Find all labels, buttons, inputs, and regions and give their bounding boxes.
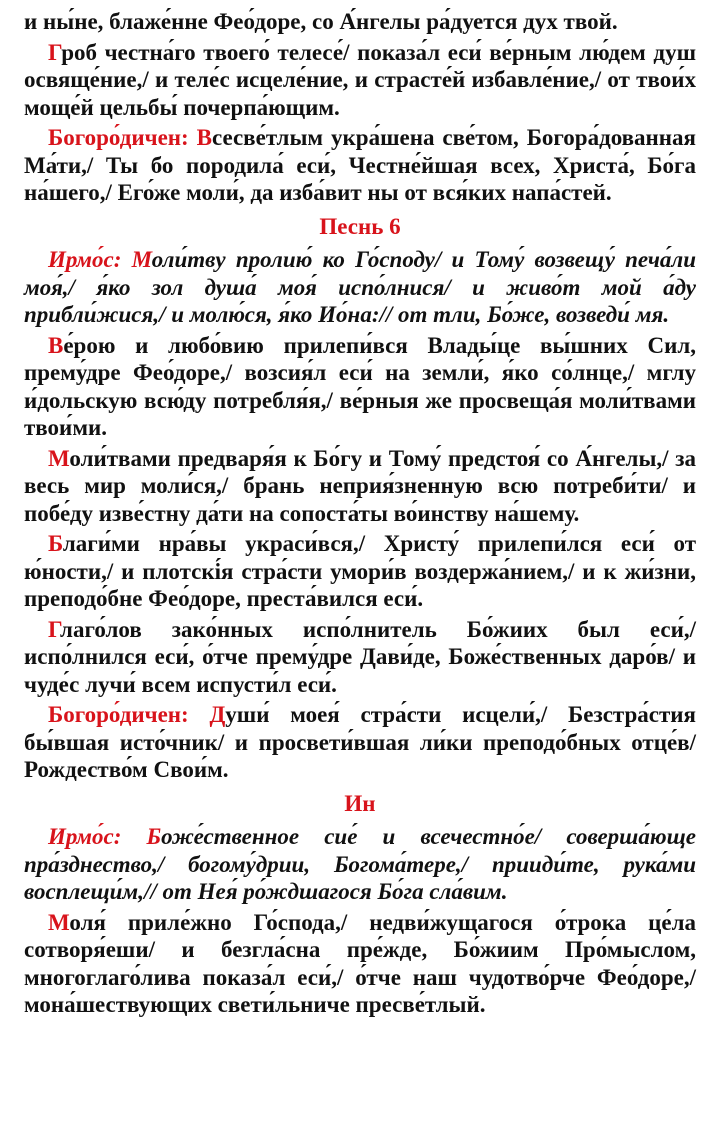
paragraph-body: сесве́тлым укра́шена све́том, Богора́дованная Ма́ти,/ Ты бо породила́ еси́, Честне́йшая всех, Христа́, Бо́га на́шего,/ Его́же моли́, да изба́вит ны от вся́ких напа́стей. — [24, 125, 696, 205]
troparion-paragraph — [24, 332, 696, 442]
paragraph-body: лаго́лов зако́нных испо́лнитель Бо́жиих был еси́,/ испо́лнился еси́, о́тче прему́дре Дави́де, Боже́ственных даро́в/ и чуде́с лучи́ всем испусти́л еси́. — [24, 616, 696, 697]
paragraph-body: е́рою и любо́вию прилепи́вся Влады́це вы́шних Сил, прему́дре Фео́доре,/ возсия́л еси́ на земли́, я́ко со́лнце,/ мглу и́дольскую всю́ду потребля́я,/ ве́рныя же просвеща́я моли́твами твои́ми. — [24, 332, 696, 440]
paragraph-body: лаги́ми нра́вы украси́вся,/ Христу́ прилепи́лся еси́ от ю́ности,/ и плотскі́я стра́сти умори́в воздержа́нием,/ и к жи́зни, преподо́бне Фео́доре, преста́вился еси́. — [24, 531, 696, 611]
paragraph-body: оли́тву пролию́ ко Го́споду/ и Тому́ возвещу́ печа́ли моя́,/ я́ко зол душа́ моя́ испо́лнися/ и живо́т мой а́ду прибли́жися,/ и молю́ся, я́ко Ио́на:// от тли, Бо́же, возведи́ мя. — [24, 247, 696, 327]
paragraph-body: оля́ приле́жно Го́спода,/ недви́жущагося о́трока це́ла сотворя́еши/ и безгла́сна пре́жде, Бо́жиим Про́мыслом, многоглаго́лива показа́л еси́,/ о́тче наш чудотво́рче Фео́доре,/ мона́шествующих свети́льниче пресве́тлый. — [24, 909, 696, 1017]
drop-initial: Б — [48, 531, 63, 556]
troparion-paragraph — [24, 445, 696, 528]
paragraph-body: оже́ственное сие́ и всечестно́е/ соверша́юще пра́зднество,/ богому́дрии, Богома́тере,/ прииди́те, рука́ми восплещи́м,// от Нея́ ро́ждшагося Бо́га сла́вим. — [24, 824, 696, 904]
section-heading-in: Ин — [344, 790, 376, 816]
irmos-label: Ирмо́с: Б — [48, 824, 162, 849]
theotokion-paragraph — [24, 124, 696, 207]
service-text-page — [24, 8, 696, 1022]
troparion-paragraph — [24, 616, 696, 699]
paragraph-body: оли́твами предваря́я к Бо́гу и Тому́ предстоя́ со А́нгелы,/ за весь мир моли́ся,/ брань неприя́зненную всю потреби́ти/ и побе́ду изве́стну да́ти на сопоста́ты во́инству на́шему. — [24, 445, 696, 526]
troparion-paragraph — [24, 39, 696, 122]
troparion-paragraph — [24, 530, 696, 613]
paragraph-body: роб честна́го твоего́ телесе́/ показа́л еси́ ве́рным лю́дем душ освяще́ние,/ и теле́с исцеле́ние, и страсте́й избавле́ние,/ от твои́х моще́й цельбы́ почерпа́ющим. — [24, 39, 696, 120]
troparion-paragraph — [24, 909, 696, 1019]
section-heading-ode-6: Песнь 6 — [319, 213, 401, 239]
irmos-label: Ирмо́с: М — [48, 247, 152, 272]
paragraph-body: и ны́не, блаже́нне Фео́доре, со А́нгелы ра́дуется дух твой. — [24, 9, 618, 34]
drop-initial: М — [48, 909, 70, 935]
paragraph-body: уши́ моея́ стра́сти исцели́,/ Безстра́стия бы́вшая исто́чник/ и просвети́вшая ли́ки преподо́бных отце́в/ Рождество́м Свои́м. — [24, 702, 696, 782]
irmos-paragraph — [24, 823, 696, 906]
drop-initial: М — [48, 445, 70, 471]
irmos-paragraph — [24, 246, 696, 329]
theotokion-label: Богоро́дичен: В — [48, 125, 212, 150]
paragraph-continuation — [24, 8, 696, 36]
drop-initial: Г — [48, 39, 62, 65]
drop-initial: Г — [48, 616, 61, 642]
theotokion-label: Богоро́дичен: Д — [48, 702, 226, 727]
drop-initial: В — [48, 332, 64, 358]
theotokion-paragraph — [24, 701, 696, 784]
